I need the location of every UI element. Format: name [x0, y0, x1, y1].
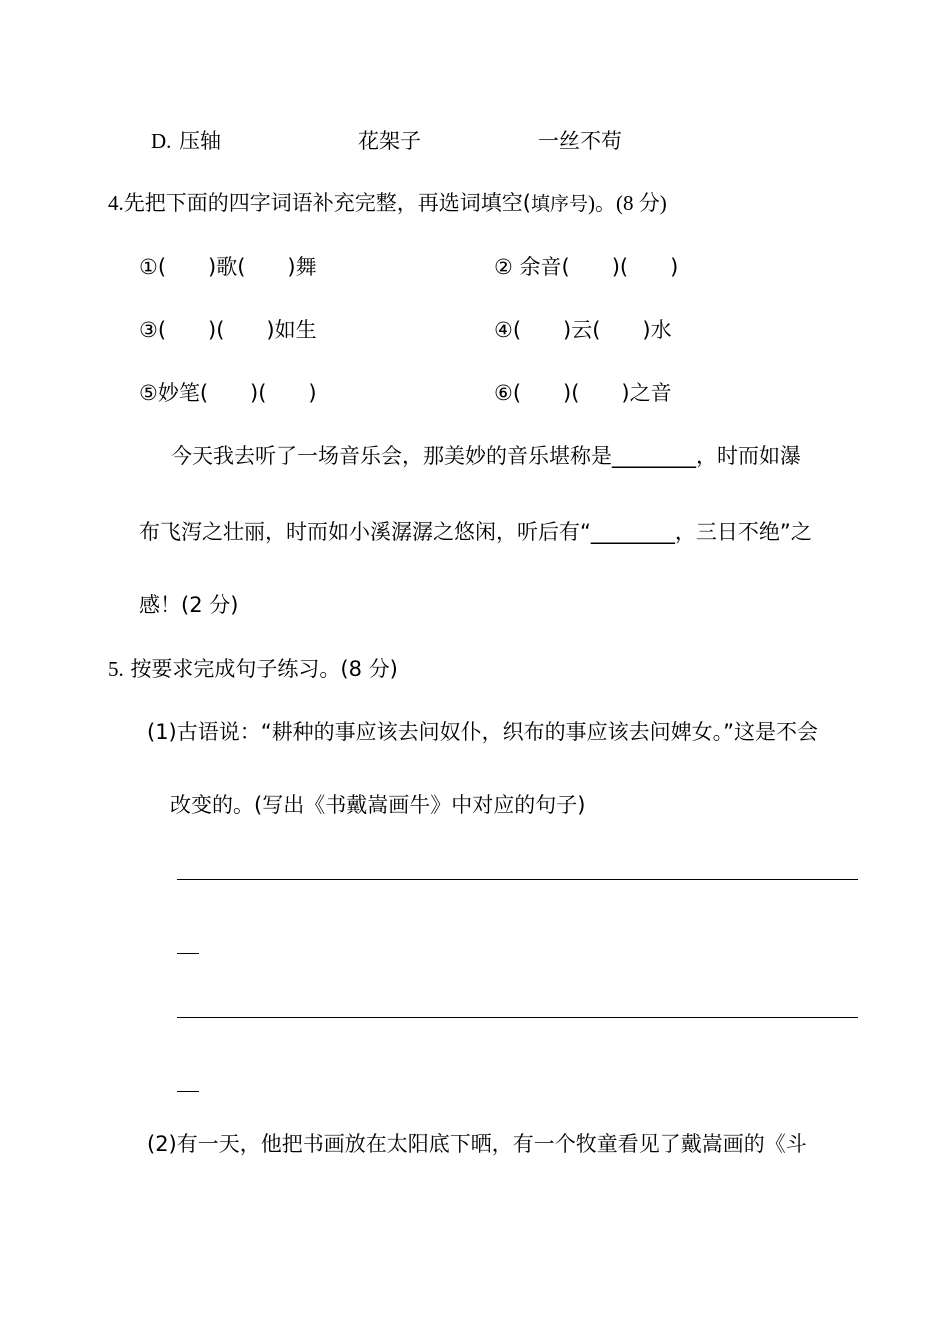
question-5-number: 5. — [108, 657, 124, 681]
sub-question-2-line-1: (2)有一天，他把书画放在太阳底下晒，有一个牧童看见了戴嵩画的《斗 — [147, 1132, 807, 1156]
question-5-prompt-text: 按要求完成句子练习。(8 分) — [130, 657, 398, 681]
idiom-item-1: ①( )歌( )舞 — [139, 255, 317, 279]
answer-line-2[interactable] — [177, 1017, 858, 1018]
idiom-item-6: ⑥( )( )之音 — [494, 381, 672, 405]
question-4-prompt-text: 先把下面的四字词语补充完整，再选词填空( — [123, 191, 531, 215]
answer-line-2-continuation — [177, 1091, 199, 1092]
idiom-item-4: ④( )云( )水 — [494, 318, 672, 342]
passage-line-1: 今天我去听了一场音乐会，那美妙的音乐堪称是________，时而如瀑 — [171, 444, 801, 468]
idiom-item-3: ③( )( )如生 — [139, 318, 317, 342]
option-d-word-1: 压轴 — [179, 129, 221, 153]
question-4-number: 4. — [108, 191, 124, 215]
passage-line-3: 感！(2 分) — [139, 593, 239, 617]
option-d-word-2: 花架子 — [358, 129, 421, 153]
question-4-score: )。(8 分) — [587, 191, 667, 215]
question-5-prompt — [108, 654, 398, 684]
question-4-prompt — [108, 188, 667, 219]
answer-line-1-continuation — [177, 953, 199, 954]
sub-question-1-line-2: 改变的。(写出《书戴嵩画牛》中对应的句子) — [170, 793, 586, 817]
answer-line-1[interactable] — [177, 879, 858, 880]
question-4-prompt-note: 填序号 — [530, 193, 588, 215]
idiom-item-5: ⑤妙笔( )( ) — [139, 381, 317, 405]
sub-question-1-line-1: (1)古语说：“耕种的事应该去问奴仆，织布的事应该去问婢女。”这是不会 — [147, 720, 819, 744]
option-d-word-3: 一丝不苟 — [538, 129, 622, 153]
idiom-item-2: ② 余音( )( ) — [494, 255, 679, 279]
passage-line-2: 布飞泻之壮丽，时而如小溪潺潺之悠闲，听后有“________，三日不绝”之 — [139, 520, 812, 544]
option-d-label: D. — [151, 129, 172, 153]
